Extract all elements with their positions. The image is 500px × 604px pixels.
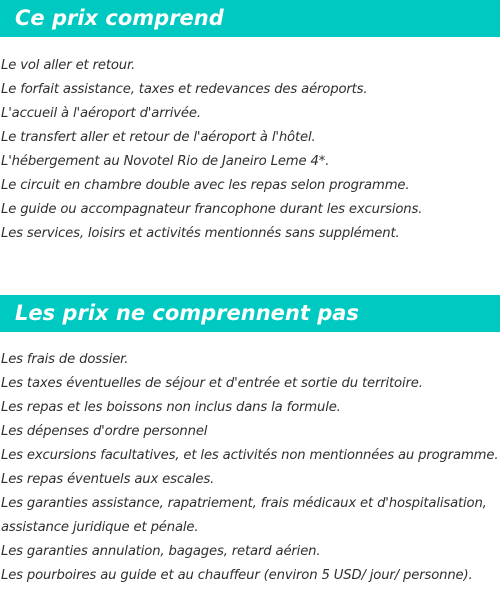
excluded-section-title: Les prix ne comprennent pas (0, 295, 500, 332)
list-item: Les excursions facultatives, et les activités non mentionnées au programme. (1, 448, 499, 463)
list-item: Le vol aller et retour. (1, 58, 136, 73)
list-item: Les taxes éventuelles de séjour et d'entrée et sortie du territoire. (1, 376, 423, 391)
list-item: Le forfait assistance, taxes et redevances des aéroports. (1, 82, 368, 97)
list-item: Le transfert aller et retour de l'aéroport à l'hôtel. (1, 130, 316, 145)
list-item: Les garanties assistance, rapatriement, frais médicaux et d'hospitalisation, (1, 496, 487, 511)
list-item: L'hébergement au Novotel Rio de Janeiro Leme 4*. (1, 154, 330, 169)
list-item: Les dépenses d'ordre personnel (1, 424, 208, 439)
list-item: Les repas et les boissons non inclus dans la formule. (1, 400, 341, 415)
list-item: assistance juridique et pénale. (1, 520, 199, 535)
excluded-list (0, 348, 500, 588)
list-item: Les pourboires au guide et au chauffeur (environ 5 USD/ jour/ personne). (1, 568, 473, 583)
list-item: Les repas éventuels aux escales. (1, 472, 215, 487)
included-section-title: Ce prix comprend (0, 0, 500, 37)
list-item: L'accueil à l'aéroport d'arrivée. (1, 106, 201, 121)
included-list (0, 54, 500, 246)
list-item: Le guide ou accompagnateur francophone durant les excursions. (1, 202, 423, 217)
list-item: Les frais de dossier. (1, 352, 129, 367)
list-item: Les services, loisirs et activités mentionnés sans supplément. (1, 226, 400, 241)
list-item: Le circuit en chambre double avec les repas selon programme. (1, 178, 410, 193)
list-item: Les garanties annulation, bagages, retard aérien. (1, 544, 321, 559)
